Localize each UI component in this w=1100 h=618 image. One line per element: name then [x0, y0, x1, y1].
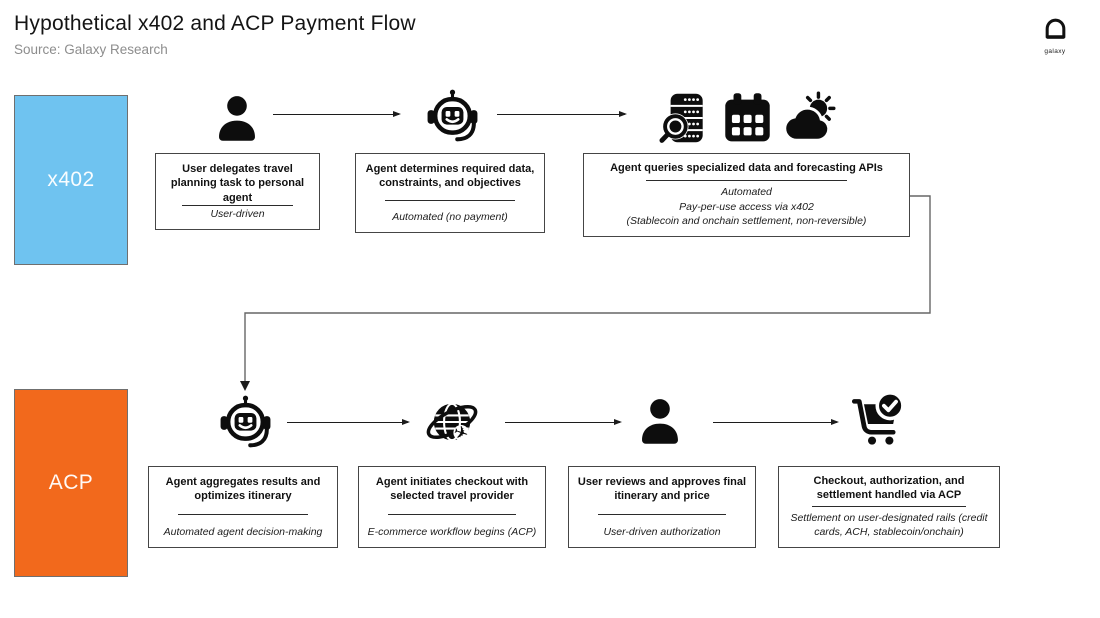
- step-box: [355, 153, 545, 233]
- user-icon: [209, 91, 265, 147]
- step-title: Agent initiates checkout with selected travel provider: [375, 476, 529, 503]
- step-note: (Stablecoin and onchain settlement, non-reversible): [626, 214, 867, 227]
- agent-headset-icon: [217, 394, 274, 451]
- divider: [812, 506, 966, 507]
- step-title: User reviews and approves final itinerary and price: [577, 476, 747, 503]
- calendar-icon: [720, 89, 775, 147]
- step-note: Automated (no payment): [392, 210, 508, 223]
- step-note: Automated agent decision-making: [163, 525, 323, 538]
- step-note: Automated: [721, 186, 772, 199]
- connector-arrowhead: [240, 381, 250, 391]
- galaxy-logo: [1038, 15, 1072, 55]
- divider: [385, 200, 515, 201]
- step-title: Agent queries specialized data and forecasting APIs: [610, 162, 883, 174]
- flow-arrow: [273, 114, 399, 115]
- step-note: Pay-per-use access via x402: [679, 200, 814, 213]
- lane-acp-label: ACP: [48, 471, 94, 494]
- user-icon: [632, 394, 688, 450]
- galaxy-logo-icon: [1042, 15, 1069, 42]
- step-note: User-driven: [210, 207, 265, 220]
- step-box: [583, 153, 910, 237]
- lane-acp-box: [14, 389, 128, 577]
- source-label: Source: Galaxy Research: [14, 42, 168, 57]
- globe-plane-icon: [424, 394, 480, 450]
- weather-icon: [782, 89, 837, 147]
- divider: [598, 514, 727, 515]
- flow-arrow: [287, 422, 408, 423]
- step-note: Settlement on user-designated rails (credit cards, ACH, stablecoin/onchain): [790, 511, 988, 538]
- step-box: [155, 153, 320, 230]
- galaxy-logo-label: galaxy: [1044, 48, 1066, 55]
- step-title: Agent determines required data, constraints, and objectives: [365, 163, 535, 190]
- divider: [388, 514, 517, 515]
- step-note: E-commerce workflow begins (ACP): [367, 525, 537, 538]
- step-title: User delegates travel planning task to personal agent: [170, 163, 305, 204]
- page-title: Hypothetical x402 and ACP Payment Flow: [14, 12, 416, 35]
- database-search-icon: [658, 89, 713, 147]
- step-note: User-driven authorization: [603, 525, 721, 538]
- lane-x402-box: [14, 95, 128, 265]
- divider: [646, 180, 846, 181]
- flow-arrow: [497, 114, 625, 115]
- flow-arrow: [505, 422, 620, 423]
- step-box: [568, 466, 756, 548]
- step-title: Checkout, authorization, and settlement handled via ACP: [813, 475, 965, 502]
- svg-text:✈: ✈: [451, 421, 472, 445]
- cart-check-icon: [849, 391, 906, 448]
- divider: [178, 514, 308, 515]
- agent-headset-icon: [424, 88, 481, 145]
- step-box: [148, 466, 338, 548]
- step-title: Agent aggregates results and optimizes itinerary: [165, 476, 321, 503]
- step-box: [358, 466, 546, 548]
- lane-x402-label: x402: [47, 168, 95, 191]
- step-box: [778, 466, 1000, 548]
- flow-arrow: [713, 422, 837, 423]
